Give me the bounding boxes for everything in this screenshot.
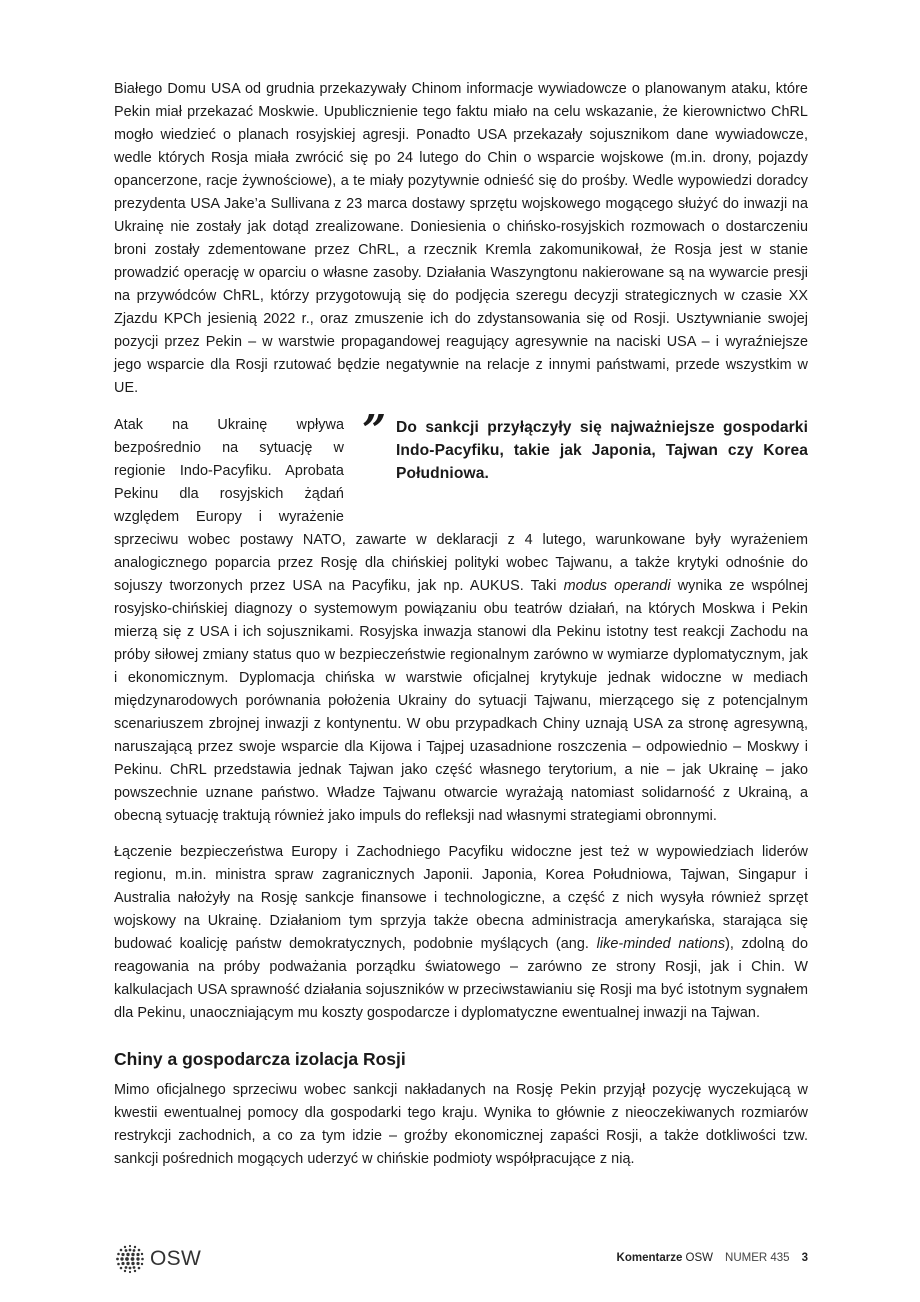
paragraph-4: Mimo oficjalnego sprzeciwu wobec sankcji nakładanych na Rosję Pekin przyjął pozycję wyczekującą w kwestii ewentualnej pomocy dla gospodarki tego kraju. Wynika to głównie z nieoczekiwanych rozmiarów restrykcji zachodnich, a co za tym idzie – groźby ekonomicznej zapaści Rosji, a także dotkliwości tzw. sankcji pośrednich mogących uderzyć w chińskie podmioty współpracujące z nią.: [114, 1082, 808, 1167]
pullquote: [362, 406, 808, 508]
pullquote-text: Do sankcji przyłączyły się najważniejsze gospodarki Indo-Pacyfiku, takie jak Japonia, Tajwan czy Korea Południowa.: [396, 419, 808, 482]
paragraph-2-end: wynika ze wspólnej rosyjsko-chińskiej diagnozy o systemowym powiązaniu obu teatrów działań, na których Moskwa i Pekin mierzą się z USA i ich sojusznikami. Rosyjska inwazja stanowi dla Pekinu istotny test reakcji Zachodu na próby siłowej zmiany status quo w bezpieczeństwie regionalnym zarówno w wymiarze dyplomatycznym, jak i ekonomicznym. Dyplomacja chińska w warstwie oficjalnej krytykuje jednak widoczne w mediach międzynarodowych porównania położenia Ukrainy do sytuacji Tajwanu, mierzącego się z potencjalnym scenariuszem zbrojnej inwazji z kontynentu. W obu przypadkach Chiny uznają USA za stronę agresywną, naruszającą przez swoje wsparcie dla Kijowa i Tajpej uzasadnione roszczenia – odpowiednio – Moskwy i Pekinu. ChRL przedstawia jednak Tajwan jako część własnego terytorium, a nie – jak Ukrainę – jako powszechnie uznane państwo. Władze Tajwanu otwarcie wyrażają natomiast solidarność z Ukrainą, a obecną sytuację traktują również jako impuls do refleksji nad własnymi strategiami obronnymi.: [114, 578, 808, 824]
series-name: Komentarze: [616, 1252, 683, 1264]
osw-globe-icon: [114, 1243, 146, 1275]
osw-logo: [114, 1243, 201, 1275]
paragraph-3-emphasis: like-minded nations: [596, 936, 726, 952]
section-heading: Chiny a gospodarcza izolacja Rosji: [114, 1049, 406, 1069]
article-body: [114, 78, 808, 1171]
paragraph-3-end: ), zdolną do reagowania na próby podważania porządku światowego – zarówno ze strony Rosji, jak i Chin. W kalkulacjach USA sprawność działania sojuszników w przeciwstawianiu się Rosji ma być istotnym sygnałem dla Pekinu, unaoczniającym mu koszty gospodarcze i dyplomatyczne ewentualnej inwazji na Tajwan.: [114, 936, 808, 1021]
paragraph-3: [114, 841, 808, 1025]
paragraph-2-start: Atak na Ukrainę wpływa bezpośrednio na sytuację w regionie Indo-Pacyfiku. Aprobata Pekinu dla rosyjskich żądań względem Europy i wyrażenie sprzeciwu wobec postawy NATO, zawarte w deklaracji z 4 lutego, warunkowane były wyrażeniem analogicznego poparcia przez Rosję dla chińskiej polityki wobec Tajwanu, a także krytyki odnośnie do sojuszy tworzonych przez USA na Pacyfiku, jak np. AUKUS. Taki: [114, 417, 808, 594]
footer-series-info: [617, 1252, 808, 1264]
paragraph-1: Białego Domu USA od grudnia przekazywały Chinom informacje wywiadowcze o planowanym ataku, które Pekin miał przekazać Moskwie. Upublicznienie tego faktu miało na celu wskazanie, że kierownictwo ChRL mogło wiedzieć o planach rosyjskiej agresji. Ponadto USA przekazały sojusznikom dane wywiadowcze, wedle których Rosja miała zwrócić się po 24 lutego do Chin o wsparcie wojskowe (m.in. drony, pojazdy opancerzone, racje żywnościowe), a te miały pozytywnie odnieść się do prośby. Wedle wypowiedzi doradcy prezydenta USA Jake’a Sullivana z 23 marca dostawy sprzętu wojskowego mogącego służyć do inwazji na Ukrainę nie zostały jak dotąd zrealizowane. Doniesienia o chińsko-rosyjskich rozmowach o dostarczeniu broni zostały zdementowane przez ChRL, a rzecznik Kremla zakomunikował, że Rosja jest w stanie prowadzić operację w oparciu o własne zasoby. Działania Waszyngtonu nakierowane są na wywarcie presji na przywódców ChRL, którzy przygotowują się do podjęcia szeregu decyzji strategicznych w czasie XX Zjazdu KPCh jesienią 2022 r., oraz zmuszenie ich do zdystansowania się od Rosji. Usztywnianie swojej pozycji przez Pekin – w warstwie propagandowej reagujący agresywnie na naciski USA – i wyraźniejsze jego wsparcie dla Rosji rzutować będzie negatywnie na relacje z innymi państwami, przede wszystkim w UE.: [114, 81, 808, 396]
quote-mark-icon: ”: [362, 406, 387, 455]
page-footer: [114, 1243, 808, 1279]
paragraph-2-with-pullquote: [114, 406, 808, 828]
logo-text: OSW: [150, 1247, 202, 1270]
series-org: OSW: [682, 1252, 714, 1264]
issue-number: NUMER 435: [725, 1252, 790, 1264]
page-number: 3: [801, 1252, 808, 1264]
paragraph-3-start: Łączenie bezpieczeństwa Europy i Zachodniego Pacyfiku widoczne jest też w wypowiedziach liderów regionu, m.in. ministra spraw zagranicznych Japonii. Japonia, Korea Południowa, Tajwan, Singapur i Australia nałożyły na Rosję sankcje finansowe i technologiczne, a część z nich wysyła również sprzęt wojskowy na Ukrainę. Działaniom tym sprzyja także obecna administracja amerykańska, starająca się budować koalicję państw demokratycznych, podobnie myślących (ang.: [114, 844, 808, 952]
paragraph-2-emphasis: modus operandi: [563, 578, 671, 594]
